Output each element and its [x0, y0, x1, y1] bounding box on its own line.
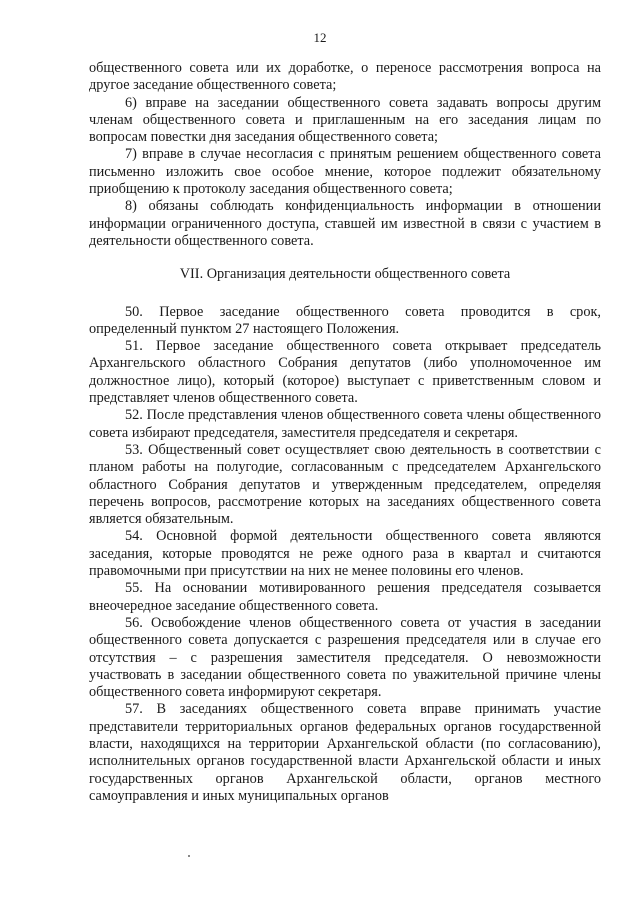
- paragraph: 53. Общественный совет осуществляет свою деятельность в соответствии с планом работы на полугодие, согласованным с председателем Архангельского областного Собрания депутатов и утвержденным председателем, определяя перечень вопросов, рассмотрение которых на заседаниях общественного совета является обязательным.: [89, 441, 601, 528]
- document-body: [89, 60, 601, 805]
- paragraph: 54. Основной формой деятельности общественного совета являются заседания, которые проводятся не реже одного раза в квартал и считаются правомочными при присутствии на них не менее половины его членов.: [89, 528, 601, 580]
- paragraph: 52. После представления членов общественного совета члены общественного совета избирают председателя, заместителя председателя и секретаря.: [89, 407, 601, 441]
- paragraph: 56. Освобождение членов общественного совета от участия в заседании общественного совета допускается с разрешения председателя или в случае его отсутствия – с разрешения заместителя председателя. О невозможности участвовать в заседании общественного совета по уважительной причине члены общественного совета информируют секретаря.: [89, 614, 601, 701]
- paragraph: 51. Первое заседание общественного совета открывает председатель Архангельского областного Собрания депутатов (либо уполномоченное им должностное лицо), который (которое) выступает с приветственным словом и представляет членов общественного совета.: [89, 338, 601, 407]
- paragraph: 7) вправе в случае несогласия с принятым решением общественного совета письменно изложить свое особое мнение, которое подлежит обязательному приобщению к протоколу заседания общественного совета;: [89, 146, 601, 198]
- section-heading: VII. Организация деятельности общественного совета: [179, 266, 511, 283]
- page-number: 12: [313, 30, 327, 45]
- paragraph: 6) вправе на заседании общественного совета задавать вопросы другим членам общественного совета и приглашенным на его заседания лицам по вопросам повестки дня заседания общественного совета;: [89, 94, 601, 146]
- paragraph: 8) обязаны соблюдать конфиденциальность информации в отношении информации ограниченного доступа, ставшей им известной в связи с участием в деятельности общественного совета.: [89, 198, 601, 249]
- paragraph: общественного совета или их доработке, о переносе рассмотрения вопроса на другое заседание общественного совета;: [89, 60, 601, 94]
- paragraph: 50. Первое заседание общественного совета проводится в срок, определенный пунктом 27 настоящего Положения.: [89, 303, 601, 337]
- paragraph: 55. На основании мотивированного решения председателя созывается внеочередное заседание общественного совета.: [89, 580, 601, 614]
- paragraph: 57. В заседаниях общественного совета вправе принимать участие представители территориальных органов федеральных органов государственной власти, находящихся на территории Архангельской области (по согласованию), исполнительных органов государственной власти Архангельской области и иных государственных органов Архангельской области, органов местного самоуправления и иных муниципальных органов: [89, 701, 601, 804]
- scan-speck: [188, 855, 190, 857]
